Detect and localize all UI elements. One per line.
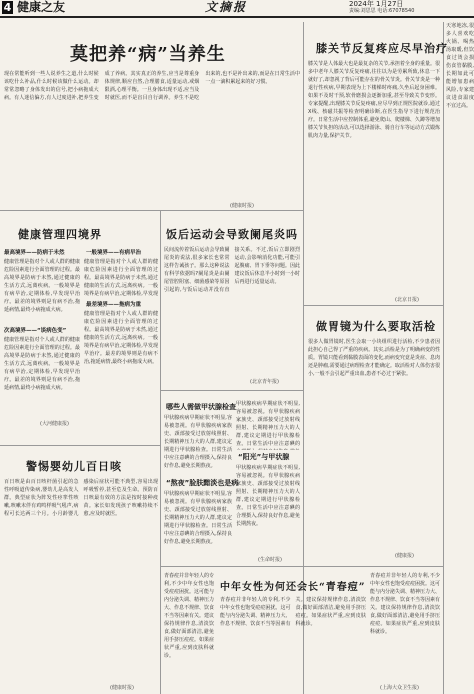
thyroid-subhead: “熬夜”脸肤黯淡也是病 xyxy=(166,479,239,487)
run-article-body: 民间流传着饭后运动会导致阑尾炎的说法,很多家长也常常这样告诫孩子。那么这种说法有科学依据吗?阑尾炎是由阑尾管腔阻塞、细菌感染等原因引起的,与饭后运动并没有直接关系。不过,饭后立即剧烈运动,会影响消化功能,可能引起腹痛、胃下垂等问题。因此建议饭后休息半小时到一小时后再进行适量运动。 xyxy=(164,247,300,293)
column-divider xyxy=(443,22,444,694)
run-headline: 饭后运动会导致阑尾炎吗 xyxy=(166,228,298,241)
women-article-body: 青春痘并非年轻人的专利,不少中年女性也饱受痘痘困扰。这可能与内分泌失调、精神压力大、作息不规律、饮食不当等因素有关。建议保持规律作息,清淡饮食,做好面部清洁,避免用手挤压痘痘。如果症状严重,应到皮肤科就诊。 xyxy=(164,573,214,659)
women-article-body: 青春痘并非年轻人的专利,不少中年女性也饱受痘痘困扰。这可能与内分泌失调、精神压力大、作息不规律、饮食不当等因素有关。建议保持规律作息,清淡饮食,做好面部清洁,避免用手挤压痘痘。如果症状严重,应到皮肤科就诊。 xyxy=(370,573,440,635)
child-article-source: (健康时报) xyxy=(110,685,134,691)
thyroid-body: 甲状腺疾病早期症状不明显,容易被忽视。有甲状腺疾病家族史、颈部接受过放射线照射、长期精神压力大的人群,建议定期进行甲状腺检查。日常生活中应注意碘的合理摄入,保持良好作息,避免长期熬夜。 xyxy=(164,415,232,469)
column-divider xyxy=(303,22,304,694)
divider xyxy=(303,305,443,306)
gastroscope-article-source: (健康报) xyxy=(395,553,414,559)
women-article-source: (上海大众卫生报) xyxy=(380,685,419,691)
run-article-source: (北京青年报) xyxy=(250,379,279,385)
health-mgmt-subhead: 一般境界——有病早治 xyxy=(86,250,142,256)
section-title: 健康之友 xyxy=(17,0,66,14)
health-mgmt-headline: 健康管理四境界 xyxy=(18,228,102,241)
health-mgmt-source: (大河健康报) xyxy=(40,421,69,427)
health-mgmt-body: 健康管理是指对个人或人群的健康危险因素进行全面管理的过程。最高境界是防病于未然,通过健康的生活方式,远离疾病。一般境界是有病早治,定期体检,早发现早治疗。最差的境界则是有病不治,拖延病情,最终小病拖成大病。 xyxy=(4,337,80,391)
health-mgmt-body: 健康管理是指对个人或人群的健康危险因素进行全面管理的过程。最高境界是防病于未然,通过健康的生活方式,远离疾病。一般境界是有病早治,定期体检,早发现 xyxy=(84,259,158,297)
main-article-source: (健康时报) xyxy=(230,203,254,209)
main-headline: 莫把养“病”当养生 xyxy=(70,44,226,65)
thyroid-headline: 哪些人需做甲状腺检查 xyxy=(166,403,236,411)
knee-article-body: 膝关节是人体最大也是最复杂的关节,承担着全身的重量。很多中老年人膝关节反复疼痛,往往以为是劳累所致,休息一下就好了,却忽视了背后可能存在的骨关节炎。骨关节炎是一种退行性疾病,早期表现为上下楼梯时疼痛,久坐后起身困难。如果不及时干预,软骨磨损会逐渐加重,甚至导致关节变形。专家提醒,出现膝关节反复疼痛,应尽早到正规医院就诊,通过X线、核磁共振等检查明确诊断,在医生指导下进行规范治疗。日常生活中应控制体重,避免爬山、爬楼梯、久蹲等增加膝关节负担的活动,可以选择游泳、骑自行车等运动方式锻炼肌肉力量,保护关节。 xyxy=(308,61,440,139)
thyroid-body: 甲状腺疾病早期症状不明显,容易被忽视。有甲状腺疾病家族史、颈部接受过放射线照射、长期精神压力大的人群,建议定期进行甲状腺检查。日常生活中应注意碘的 xyxy=(236,401,300,447)
divider xyxy=(0,210,303,211)
gastroscope-headline: 做胃镜为什么要取活检 xyxy=(316,320,436,333)
women-article-body: 青春痘并非年轻人的专利,不少中年女性也饱受痘痘困扰。这可能与内分泌失调、精神压力大、作息不规律、饮食不当等因素有关。建议保持规律作息,清淡饮食,做好面部清洁,避免用手挤压痘痘。如果症状严重,应到皮肤科就诊。 xyxy=(220,597,366,627)
main-article-body: 现在常能听到一些人说养生之道,什么时候该吃什么补品,什么时候该做什么运动。却常常忽略了身体发出的信号,把小病拖成大病。有人迷信偏方,有人过度进补,把养生变成了养病。其实真正的养生,应当是尊重身体规律,顺应自然,合理膳食,适量运动,戒烟限酒,心理平衡。一旦身体出现不适,应当及时就医,而不是盲目自行调养。养生不是吃出来的,也不是补出来的,而是在日常生活中一点一滴积累起来的好习惯。 xyxy=(4,71,300,101)
health-mgmt-subhead: 次高境界——“谈病色变” xyxy=(4,328,67,334)
women-headline: 中年女性为何还会长“青春痘” xyxy=(220,582,366,593)
health-mgmt-subhead: 最高境界——防病于未然 xyxy=(4,250,65,256)
health-mgmt-body: 健康管理是指对个人或人群的健康危险因素进行全面管理的过程。最高境界是防病于未然,通过健康的生活方式,远离疾病。一般境界是有病早治,定期体检,早发现早治疗。最差的境界则是有病不治,拖延病情,最终小病拖成大病。 xyxy=(4,259,80,313)
thyroid-subhead: “阳光”与甲状腺 xyxy=(238,453,290,461)
date: 2024年 1月27日 xyxy=(349,0,404,8)
thyroid-body: 甲状腺疾病早期症状不明显,容易被忽视。有甲状腺疾病家族史、颈部接受过放射线照射、长期精神压力大的人群,建议定期进行甲状腺检查。日常生活中应注意碘的合理摄入,保持良好作息,避免长期熬夜。 xyxy=(164,491,232,545)
thyroid-source: (生命时报) xyxy=(258,557,282,563)
divider xyxy=(0,445,160,446)
page-number: 4 xyxy=(3,1,12,14)
health-mgmt-subhead: 最差境界——拖病为重 xyxy=(86,302,142,308)
child-article-body: 百日咳是由百日咳杆菌引起的急性呼吸道传染病,婴幼儿是高发人群。典型症状为阵发性痉挛性咳嗽,咳嗽末伴有鸡鸣样吸气吼声,病程可长达两三个月。小月龄婴儿感染后症状可能不典型,容易出现呼吸暂停,甚至危及生命。预防百日咳最有效的方法是按时接种疫苗。家长如发现孩子咳嗽持续不愈,应及时就医。 xyxy=(4,479,158,517)
thyroid-body: 甲状腺疾病早期症状不明显,容易被忽视。有甲状腺疾病家族史、颈部接受过放射线照射、长期精神压力大的人群,建议定期进行甲状腺检查。日常生活中应注意碘的合理摄入,保持良好作息,避免长期熬夜。 xyxy=(236,465,300,527)
editor-line: 责编:刘思思 电话:67078540 xyxy=(349,8,415,14)
child-headline: 警惕婴幼儿百日咳 xyxy=(26,460,122,473)
knee-headline: 膝关节反复疼应尽早治疗 xyxy=(316,42,448,55)
masthead: 文摘报 xyxy=(205,0,248,14)
health-mgmt-body: 健康管理是指对个人或人群的健康危险因素进行全面管理的过程。最高境界是防病于未然,通过健康的生活方式,远离疾病。一般境界是有病早治,定期体检,早发现早治疗。最差的境界则是有病不治,拖延病情,最终小病拖成大病。 xyxy=(84,311,158,365)
gastroscope-article-body: 很多人做胃镜时,医生会取一小块组织进行活检,不少患者因此担心自己得了严重的疾病。其实,活检是为了明确病变的性质。胃镜只能看到黏膜表面的变化,而病变究竟是炎症、息肉还是肿瘤,需要通过病理检查才能确定。取活检对人体伤害很小,一般不会引起严重出血,患者不必过于紧张。 xyxy=(308,339,440,377)
side-column-text: 天寒地冻,很多人喜欢吃火锅、喝热汤取暖,但饮食过烫会损伤食管黏膜,长期如此可能增加患病风险,专家建议进食温度不宜过高。 xyxy=(446,23,474,109)
column-divider xyxy=(160,210,161,694)
divider xyxy=(160,566,443,567)
divider xyxy=(160,390,303,391)
knee-article-source: (北京日报) xyxy=(395,297,419,303)
